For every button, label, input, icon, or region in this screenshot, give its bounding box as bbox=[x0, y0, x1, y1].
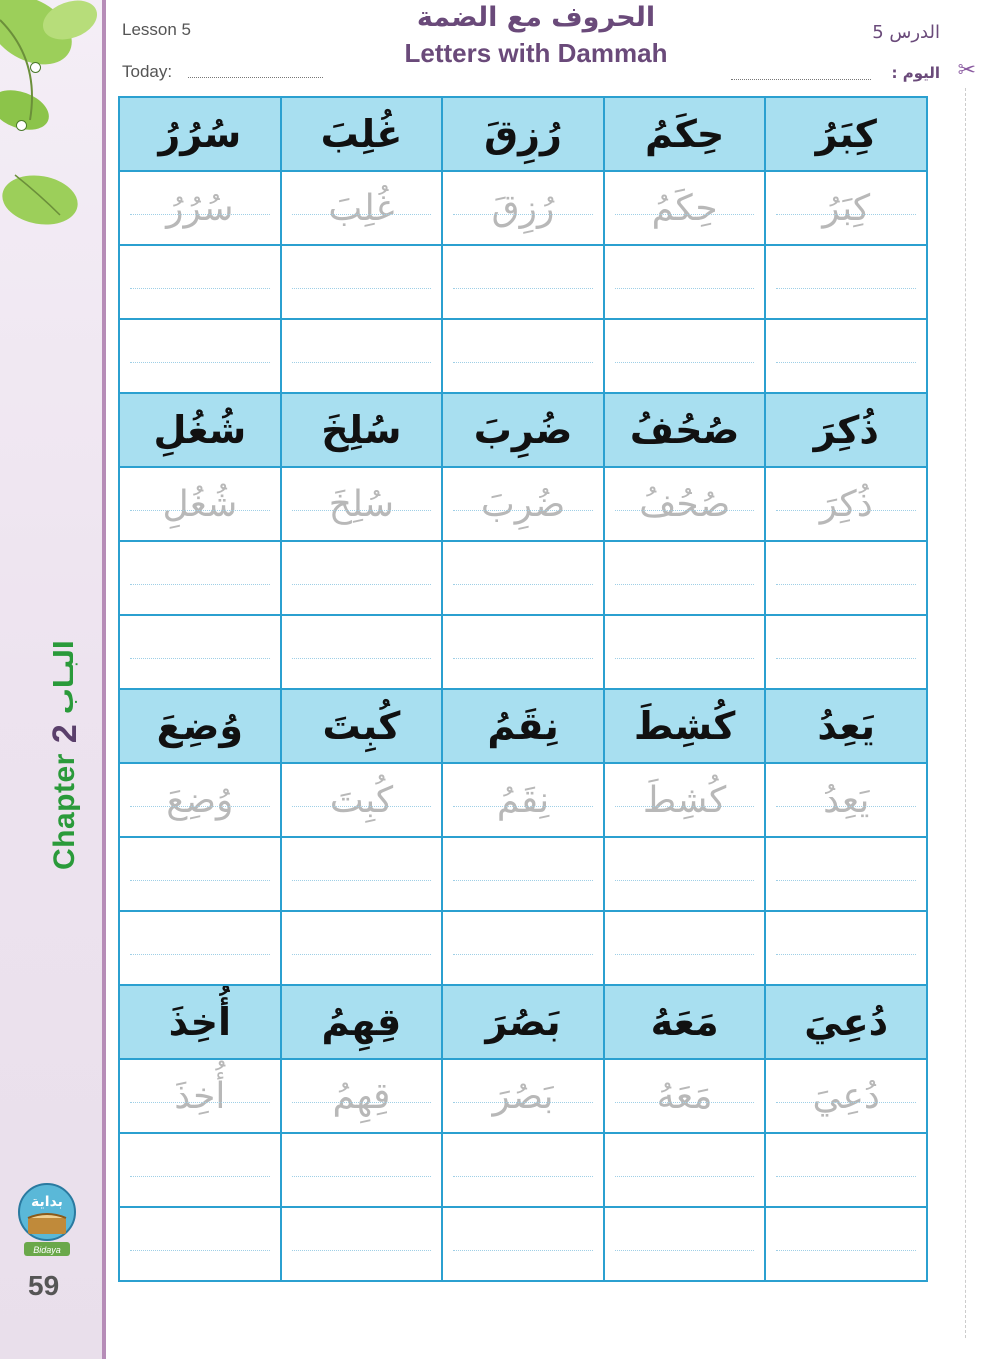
scissors-icon: ✂ bbox=[957, 58, 976, 83]
writing-cell[interactable] bbox=[443, 246, 603, 320]
writing-cell[interactable] bbox=[605, 1134, 765, 1208]
word-column bbox=[120, 690, 280, 986]
writing-cell[interactable] bbox=[766, 542, 926, 616]
word-column bbox=[280, 394, 442, 690]
lesson-label-en: Lesson 5 bbox=[122, 20, 191, 39]
trace-word[interactable]: كُبِتَ bbox=[282, 764, 442, 838]
word-column bbox=[764, 96, 926, 394]
bidaya-logo bbox=[14, 1180, 80, 1260]
writing-cell[interactable] bbox=[120, 616, 280, 690]
model-word: سُلِخَ bbox=[282, 394, 442, 468]
chapter-number: 2 bbox=[45, 724, 84, 744]
model-word: دُعِيَ bbox=[766, 986, 926, 1060]
trace-word[interactable]: صُحُفُ bbox=[605, 468, 765, 542]
trace-word[interactable]: بَصُرَ bbox=[443, 1060, 603, 1134]
chapter-label bbox=[35, 610, 95, 870]
writing-cell[interactable] bbox=[766, 616, 926, 690]
model-word: أُخِذَ bbox=[120, 986, 280, 1060]
word-column bbox=[764, 986, 926, 1282]
model-word: يَعِدُ bbox=[766, 690, 926, 764]
page-title-ar: الحروف مع الضمة bbox=[416, 2, 656, 33]
writing-cell[interactable] bbox=[443, 838, 603, 912]
trace-word[interactable]: أُخِذَ bbox=[120, 1060, 280, 1134]
writing-cell[interactable] bbox=[120, 1134, 280, 1208]
word-column bbox=[441, 96, 603, 394]
chapter-ar: البـاب bbox=[50, 640, 80, 715]
leaves-decoration-icon bbox=[0, 0, 100, 240]
writing-cell[interactable] bbox=[443, 616, 603, 690]
page-title-en: Letters with Dammah bbox=[404, 38, 668, 68]
word-column bbox=[120, 96, 280, 394]
model-word: صُحُفُ bbox=[605, 394, 765, 468]
writing-cell[interactable] bbox=[605, 320, 765, 394]
model-word: كُبِتَ bbox=[282, 690, 442, 764]
writing-cell[interactable] bbox=[605, 616, 765, 690]
page-header bbox=[106, 0, 1000, 90]
writing-cell[interactable] bbox=[605, 542, 765, 616]
writing-cell[interactable] bbox=[605, 1208, 765, 1282]
model-word: نِقَمُ bbox=[443, 690, 603, 764]
writing-cell[interactable] bbox=[120, 912, 280, 986]
practice-block bbox=[118, 690, 928, 986]
word-column bbox=[280, 690, 442, 986]
word-column bbox=[280, 986, 442, 1282]
model-word: غُلِبَ bbox=[282, 96, 442, 172]
writing-cell[interactable] bbox=[766, 320, 926, 394]
writing-cell[interactable] bbox=[766, 246, 926, 320]
writing-cell[interactable] bbox=[443, 542, 603, 616]
today-write-line-ar[interactable] bbox=[731, 79, 871, 80]
writing-cell[interactable] bbox=[282, 246, 442, 320]
circle-ornament bbox=[30, 62, 41, 73]
writing-cell[interactable] bbox=[766, 838, 926, 912]
model-word: رُزِقَ bbox=[443, 96, 603, 172]
writing-cell[interactable] bbox=[605, 912, 765, 986]
practice-grid bbox=[118, 96, 928, 1282]
trace-word[interactable]: كُشِطَ bbox=[605, 764, 765, 838]
today-label-ar: اليوم : bbox=[891, 64, 940, 82]
chapter-en: Chapter bbox=[48, 753, 81, 870]
practice-block bbox=[118, 394, 928, 690]
model-word: شُغُلِ bbox=[120, 394, 280, 468]
trace-word[interactable]: سُلِخَ bbox=[282, 468, 442, 542]
trace-word[interactable]: غُلِبَ bbox=[282, 172, 442, 246]
writing-cell[interactable] bbox=[120, 1208, 280, 1282]
writing-cell[interactable] bbox=[443, 320, 603, 394]
word-column bbox=[764, 394, 926, 690]
writing-cell[interactable] bbox=[443, 1208, 603, 1282]
practice-block bbox=[118, 96, 928, 394]
word-column bbox=[441, 986, 603, 1282]
svg-text:بداية: بداية bbox=[31, 1194, 63, 1210]
trace-word[interactable]: ضُرِبَ bbox=[443, 468, 603, 542]
model-word: حِكَمُ bbox=[605, 96, 765, 172]
trace-word[interactable]: رُزِقَ bbox=[443, 172, 603, 246]
writing-cell[interactable] bbox=[120, 246, 280, 320]
model-word: سُرُرُ bbox=[120, 96, 280, 172]
writing-cell[interactable] bbox=[282, 320, 442, 394]
trace-word[interactable]: نِقَمُ bbox=[443, 764, 603, 838]
today-write-line-en[interactable] bbox=[188, 77, 323, 78]
writing-cell[interactable] bbox=[443, 912, 603, 986]
trace-word[interactable]: يَعِدُ bbox=[766, 764, 926, 838]
word-column bbox=[120, 986, 280, 1282]
writing-cell[interactable] bbox=[120, 838, 280, 912]
trace-word[interactable]: شُغُلِ bbox=[120, 468, 280, 542]
trace-word[interactable]: دُعِيَ bbox=[766, 1060, 926, 1134]
model-word: وُضِعَ bbox=[120, 690, 280, 764]
word-column bbox=[120, 394, 280, 690]
word-column bbox=[603, 96, 765, 394]
writing-cell[interactable] bbox=[605, 246, 765, 320]
page-number: 59 bbox=[28, 1270, 60, 1301]
model-word: كِبَرُ bbox=[766, 96, 926, 172]
writing-cell[interactable] bbox=[282, 616, 442, 690]
word-column bbox=[441, 394, 603, 690]
trace-word[interactable]: كِبَرُ bbox=[766, 172, 926, 246]
word-column bbox=[764, 690, 926, 986]
writing-cell[interactable] bbox=[120, 542, 280, 616]
writing-cell[interactable] bbox=[443, 1134, 603, 1208]
trace-word[interactable]: حِكَمُ bbox=[605, 172, 765, 246]
practice-block bbox=[118, 986, 928, 1282]
model-word: ذُكِرَ bbox=[766, 394, 926, 468]
word-column bbox=[441, 690, 603, 986]
writing-cell[interactable] bbox=[282, 1208, 442, 1282]
model-word: بَصُرَ bbox=[443, 986, 603, 1060]
word-column bbox=[603, 986, 765, 1282]
trace-word[interactable]: مَعَهُ bbox=[605, 1060, 765, 1134]
trace-word[interactable]: وُضِعَ bbox=[120, 764, 280, 838]
model-word: ضُرِبَ bbox=[443, 394, 603, 468]
word-column bbox=[280, 96, 442, 394]
word-column bbox=[603, 394, 765, 690]
trace-word[interactable]: سُرُرُ bbox=[120, 172, 280, 246]
trace-word[interactable]: قِهِمُ bbox=[282, 1060, 442, 1134]
writing-cell[interactable] bbox=[282, 542, 442, 616]
writing-cell[interactable] bbox=[766, 1134, 926, 1208]
model-word: كُشِطَ bbox=[605, 690, 765, 764]
cut-line bbox=[965, 88, 966, 1338]
word-column bbox=[603, 690, 765, 986]
writing-cell[interactable] bbox=[282, 912, 442, 986]
circle-ornament bbox=[16, 120, 27, 131]
lesson-label-ar: الدرس 5 bbox=[872, 22, 940, 43]
model-word: مَعَهُ bbox=[605, 986, 765, 1060]
writing-cell[interactable] bbox=[282, 838, 442, 912]
writing-cell[interactable] bbox=[766, 1208, 926, 1282]
writing-cell[interactable] bbox=[282, 1134, 442, 1208]
svg-text:Bidaya: Bidaya bbox=[33, 1245, 61, 1255]
writing-cell[interactable] bbox=[605, 838, 765, 912]
trace-word[interactable]: ذُكِرَ bbox=[766, 468, 926, 542]
model-word: قِهِمُ bbox=[282, 986, 442, 1060]
writing-cell[interactable] bbox=[120, 320, 280, 394]
today-label-en: Today: bbox=[122, 62, 173, 81]
sidebar bbox=[0, 0, 106, 1359]
writing-cell[interactable] bbox=[766, 912, 926, 986]
